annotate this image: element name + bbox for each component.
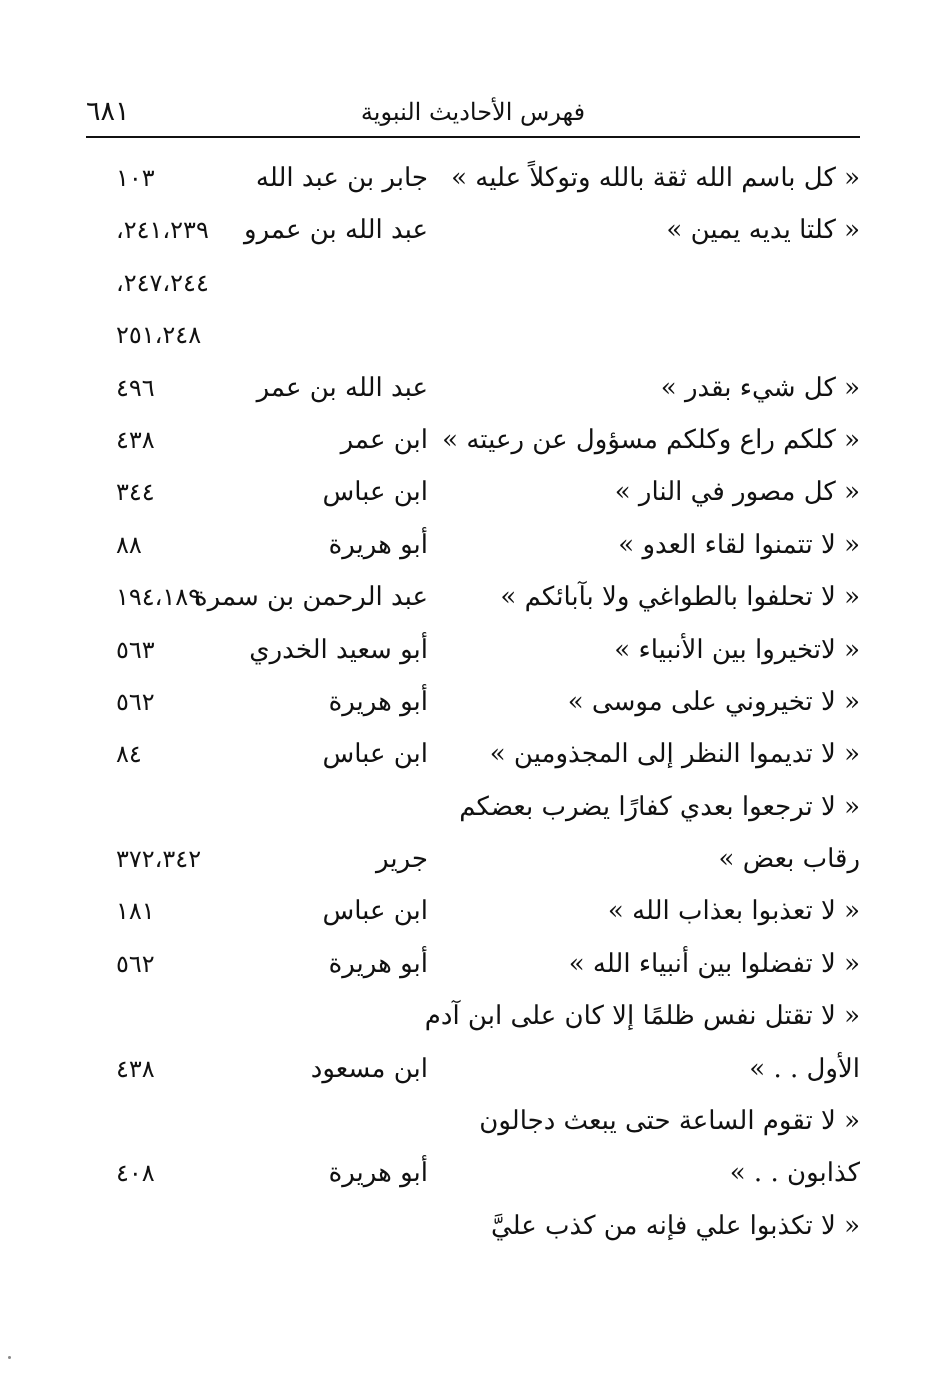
hadith-text: رقاب بعض »	[718, 844, 860, 875]
index-entry	[86, 990, 860, 1042]
index-entry	[86, 676, 860, 728]
narrator: ابن عباس	[322, 477, 428, 508]
hadith-text: « كل شيء بقدر »	[660, 372, 860, 403]
hadith-text: « لا تقوم الساعة حتى يبعث دجالون	[479, 1106, 860, 1137]
narrator: أبو هريرة	[328, 1158, 428, 1189]
index-entry	[86, 519, 860, 571]
hadith-text: « لا تديموا النظر إلى المجذومين »	[489, 739, 860, 770]
page-refs: ١٠٣	[116, 164, 155, 192]
index-entry	[86, 728, 860, 780]
page-number: ٦٨١	[86, 96, 130, 127]
page-refs: ٨٤	[116, 740, 142, 769]
narrator: ابن عمر	[340, 424, 428, 455]
hadith-text: « كل باسم الله ثقة بالله وتوكلاً عليه »	[451, 163, 860, 193]
page-refs: ٤٠٨	[116, 1159, 155, 1188]
index-entry	[86, 624, 860, 676]
index-entry	[86, 309, 860, 361]
index-entry	[86, 1043, 860, 1095]
index-entry	[86, 362, 860, 414]
index-entry	[86, 1147, 860, 1199]
hadith-text: « كلكم راع وكلكم مسؤول عن رعيته »	[442, 424, 860, 455]
hadith-text: كذابون . . »	[729, 1158, 860, 1189]
hadith-text: « لا تتمنوا لقاء العدو »	[618, 529, 860, 560]
scan-speck	[8, 1356, 11, 1359]
hadith-text: « لا تكذبوا علي فإنه من كذب عليَّ	[490, 1210, 860, 1241]
page-refs: ٢٤٧،٢٤٤،	[116, 268, 209, 297]
hadith-text: « لاتخيروا بين الأنبياء »	[614, 634, 860, 665]
page-refs: ١٩٤،١٨٩	[116, 583, 202, 612]
narrator: أبو هريرة	[328, 948, 428, 979]
narrator: أبو هريرة	[328, 686, 428, 717]
page-refs: ١٨١	[116, 897, 155, 926]
page-refs: ٥٦٢	[116, 949, 155, 978]
index-entry	[86, 938, 860, 990]
index-entry	[86, 571, 860, 623]
narrator: أبو هريرة	[328, 529, 428, 560]
page-refs: ٤٣٨	[116, 425, 155, 454]
index-entry	[86, 414, 860, 466]
narrator: عبد الرحمن بن سمرة	[194, 582, 428, 613]
page-refs: ٥٦٢	[116, 687, 155, 716]
hadith-text: « لا ترجعوا بعدي كفارًا يضرب بعضكم	[459, 791, 860, 822]
page-refs: ٣٧٢،٣٤٢	[116, 845, 202, 874]
hadith-text: « كلتا يديه يمين »	[666, 215, 860, 246]
index-entry	[86, 885, 860, 937]
index-entry	[86, 204, 860, 256]
narrator: عبد الله بن عمر	[256, 372, 428, 403]
page-refs: ٥٦٣	[116, 635, 155, 664]
narrator: جابر بن عبد الله	[255, 163, 428, 193]
page-refs: ٤٩٦	[116, 373, 155, 402]
index-entry	[86, 781, 860, 833]
page-refs: ٣٤٤	[116, 478, 155, 507]
index-entry	[86, 152, 860, 204]
hadith-text: « لا تخيروني على موسى »	[567, 686, 860, 717]
narrator: ابن عباس	[322, 896, 428, 927]
index-entry	[86, 257, 860, 309]
running-title: فهرس الأحاديث النبوية	[360, 98, 586, 126]
hadith-text: « كل مصور في النار »	[614, 477, 860, 508]
hadith-index	[86, 152, 860, 1252]
index-entry	[86, 466, 860, 518]
narrator: ابن عباس	[322, 739, 428, 770]
narrator: جرير	[376, 844, 428, 875]
index-entry	[86, 833, 860, 885]
page-refs: ٨٨	[116, 530, 142, 559]
page-refs: ٤٣٨	[116, 1054, 155, 1083]
hadith-text: الأول . . »	[749, 1053, 860, 1084]
narrator: أبو سعيد الخدري	[249, 634, 428, 665]
narrator: عبد الله بن عمرو	[244, 215, 428, 246]
hadith-text: « لا تعذبوا بعذاب الله »	[607, 896, 860, 927]
hadith-text: « لا تقتل نفس ظلمًا إلا كان على ابن آدم	[424, 1001, 860, 1032]
header-rule	[86, 136, 860, 138]
index-entry	[86, 1095, 860, 1147]
hadith-text: « لا تحلفوا بالطواغي ولا بآبائكم »	[500, 582, 860, 613]
page-header	[86, 92, 860, 136]
narrator: ابن مسعود	[310, 1053, 428, 1084]
page-refs: ٢٤١،٢٣٩،	[116, 216, 209, 245]
page-refs: ٢٥١،٢٤٨	[116, 321, 202, 350]
hadith-text: « لا تفضلوا بين أنبياء الله »	[568, 948, 860, 979]
index-entry	[86, 1200, 860, 1252]
